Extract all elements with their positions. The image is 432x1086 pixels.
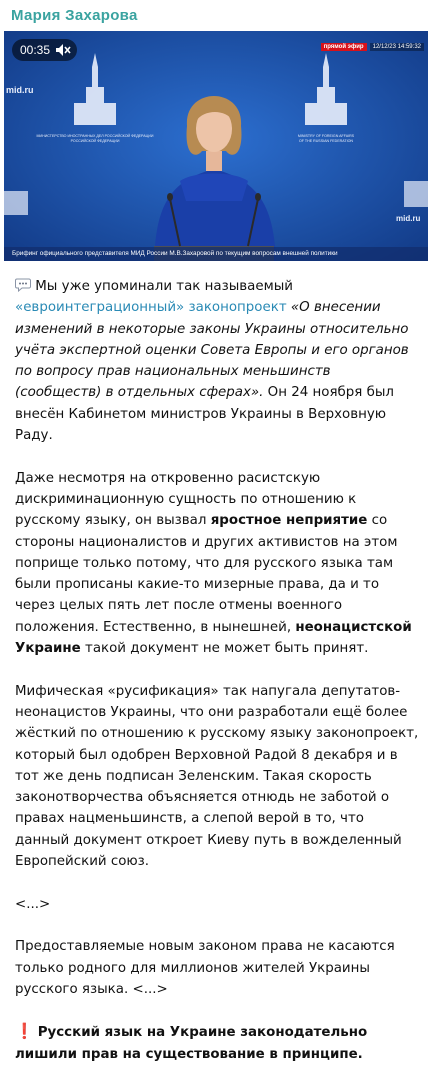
svg-text:mid.ru: mid.ru [396,214,421,223]
speaker-muted-icon[interactable] [55,43,71,57]
message-text [15,276,420,1086]
paragraph-1: Мы уже упоминали так называемый «евроинтеграционный» законопроект «О внесении изменений в некоторые законы Украины относительно учёта экспертной оценки Совета Европы и его органов по вопросу прав национальных меньшинств (сообществ) в отдельных сферах». Он 24 ноября был внесён Кабинетом министров Украины в Верховную Раду. [15,279,409,444]
svg-text:mid.ru: mid.ru [6,85,34,95]
video-caption: Брифинг официального представителя МИД России М.В.Захаровой по текущим вопросам внешней политики [4,247,428,261]
live-label: прямой эфир [321,43,367,51]
broadcast-timestamp: 12/12/23 14:59:32 [370,43,424,51]
author-name[interactable]: Мария Захарова [11,7,138,24]
paragraph-2: Даже несмотря на откровенно расистскую дискриминационную сущность по отношению к русскому языку, он вызвал яростное неприятие со стороны националистов и других активистов на этом поприще только потому, что для русского языка там были прописаны какие-то мизерные права, да и то через целых пять лет после отмены военного положения. Естественно, в нынешней, неонацистской Украине такой документ не может быть принят. [15,470,412,657]
video-frame [4,31,428,272]
svg-text:MINISTRY OF FOREIGN AFFAIRS: MINISTRY OF FOREIGN AFFAIRS [297,134,355,138]
exclamation-icon: ❗ [15,1022,34,1041]
svg-text:РОССИЙСКОЙ ФЕДЕРАЦИИ: РОССИЙСКОЙ ФЕДЕРАЦИИ [70,139,120,143]
paragraph-4: <...> [15,896,51,912]
video-timer[interactable] [12,39,77,61]
video-time-label: 00:35 [20,43,51,57]
bill-title: «О внесении изменений в некоторые законы Украины относительно учёта экспертной оценки Совета Европы и его органов по вопросу прав национальных меньшинств (сообществ) в отдельных сферах». [15,300,409,401]
paragraph-6: ❗ Русский язык на Украине законодательно лишили прав на существование в принципе. [15,1022,368,1062]
live-broadcast-badge [321,43,424,51]
bill-link[interactable]: «евроинтеграционный» законопроект [15,300,287,316]
svg-text:МИНИСТЕРСТВО ИНОСТРАННЫХ ДЕЛ Р: МИНИСТЕРСТВО ИНОСТРАННЫХ ДЕЛ РОССИЙСКОЙ ФЕДЕРАЦИИ [36,134,154,138]
paragraph-5: Предоставляемые новым законом права не касаются только родного для миллионов жителей Украины русского языка. <...> [15,939,395,997]
svg-text:OF THE RUSSIAN FEDERATION: OF THE RUSSIAN FEDERATION [299,139,353,143]
speech-bubble-icon [15,278,31,292]
video-player[interactable] [4,31,428,272]
paragraph-3: Мифическая «русификация» так напугала депутатов-неонацистов Украины, что они разработали ещё более жёсткий по отношению к русскому языку законопроект, который был одобрен Верховной Радой 8 декабря и в тот же день подписан Зеленским. Такая скорость законотворчества объясняется отнюдь не заботой о правах нацменьшинств, а слепой верой в то, что данный документ откроет Киеву путь в вожделенный Европейский союз. [15,683,419,870]
